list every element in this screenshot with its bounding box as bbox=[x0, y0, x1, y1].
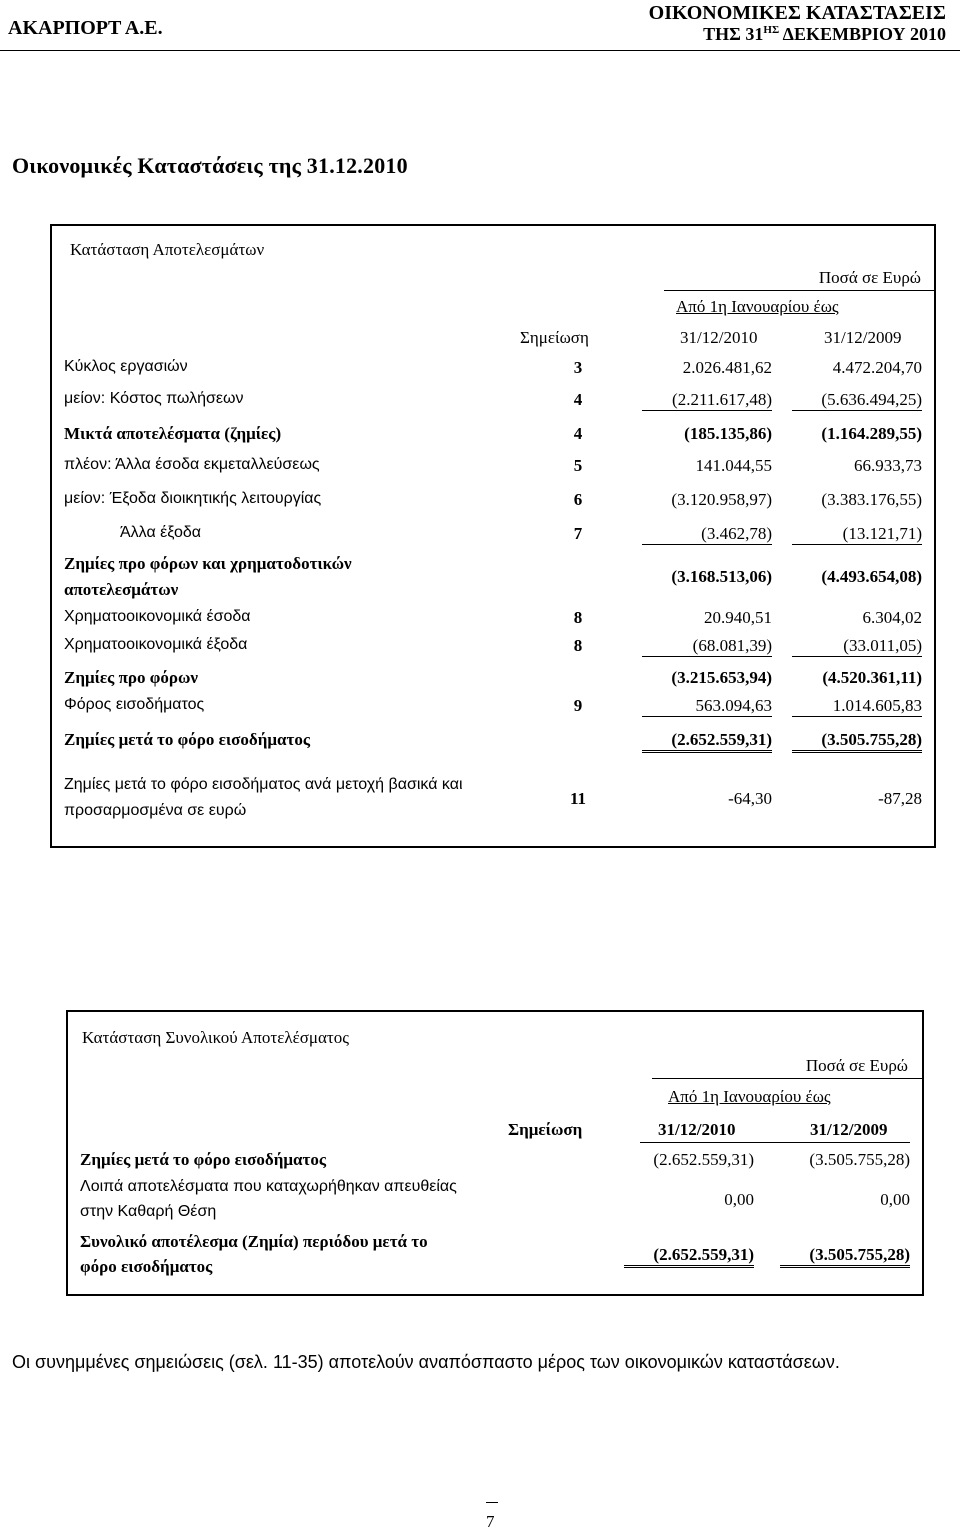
row-value-2009: (3.383.176,55) bbox=[821, 490, 922, 509]
row-value-2010: (3.120.958,97) bbox=[671, 490, 772, 509]
comprehensive-income-title: Κατάσταση Συνολικού Αποτελέσματος bbox=[82, 1028, 349, 1047]
row-note: 9 bbox=[573, 696, 583, 715]
company-name: ΑΚΑΡΠΟΡΤ Α.Ε. bbox=[8, 17, 163, 39]
row-value-2009: (5.636.494,25) bbox=[792, 390, 922, 411]
row-label: Ζημίες μετά το φόρο εισοδήματος ανά μετοχή βασικά και bbox=[64, 776, 463, 793]
row-value-2009: (3.505.755,28) bbox=[792, 730, 922, 753]
row-label: μείον: Κόστος πωλήσεων bbox=[64, 390, 244, 407]
row-label: Χρηματοοικονομικά έσοδα bbox=[64, 608, 251, 625]
row-value-2009: (1.164.289,55) bbox=[821, 424, 922, 443]
row-label: Άλλα έξοδα bbox=[120, 524, 202, 541]
row-value-2009: (4.520.361,11) bbox=[822, 668, 922, 687]
row-value-2009: (3.505.755,28) bbox=[780, 1245, 910, 1268]
row-value-2010: 2.026.481,62 bbox=[682, 358, 772, 377]
row-note: 4 bbox=[573, 424, 583, 443]
row-value-2010: (185.135,86) bbox=[684, 424, 772, 443]
note-header: Σημείωση bbox=[508, 1120, 583, 1139]
col2-header: 31/12/2009 bbox=[810, 1120, 888, 1139]
row-note: 5 bbox=[573, 456, 583, 475]
row-note: 7 bbox=[573, 524, 583, 543]
currency-label: Ποσά σε Ευρώ bbox=[805, 1056, 908, 1075]
row-label: Κύκλος εργασιών bbox=[64, 358, 188, 375]
row-value-2010: (2.211.617,48) bbox=[642, 390, 772, 411]
row-value-2010: 20.940,51 bbox=[704, 608, 772, 627]
col1-header: 31/12/2010 bbox=[658, 1120, 736, 1139]
row-label: Μικτά αποτελέσματα (ζημίες) bbox=[64, 424, 282, 443]
row-value-2010: 0,00 bbox=[724, 1190, 754, 1209]
row-label: Ζημίες μετά το φόρο εισοδήματος bbox=[80, 1150, 326, 1169]
row-value-2010: (2.652.559,31) bbox=[642, 730, 772, 753]
row-value-2009: (3.505.755,28) bbox=[809, 1150, 910, 1169]
col2-header: 31/12/2009 bbox=[824, 328, 902, 347]
row-value-2009: 6.304,02 bbox=[862, 608, 922, 627]
row-value-2010: (2.652.559,31) bbox=[624, 1245, 754, 1268]
row-label: Λοιπά αποτελέσματα που καταχωρήθηκαν απευθείας bbox=[80, 1178, 457, 1195]
row-value-2010: (68.081,39) bbox=[642, 636, 772, 657]
col1-header: 31/12/2010 bbox=[680, 328, 758, 347]
document-title: Οικονομικές Καταστάσεις της 31.12.2010 bbox=[12, 153, 408, 178]
row-label: Ζημίες μετά το φόρο εισοδήματος bbox=[64, 730, 310, 749]
note-header: Σημείωση bbox=[520, 328, 589, 347]
row-label: πλέον: Άλλα έσοδα εκμεταλλεύσεως bbox=[64, 456, 320, 473]
row-value-2009: (33.011,05) bbox=[792, 636, 922, 657]
row-label: Συνολικό αποτέλεσμα (Ζημία) περιόδου μετά το bbox=[80, 1232, 428, 1251]
row-label-line2: στην Καθαρή Θέση bbox=[80, 1203, 217, 1220]
row-note: 6 bbox=[573, 490, 583, 509]
row-value-2010: (3.215.653,94) bbox=[671, 668, 772, 687]
header-underline bbox=[640, 1142, 910, 1143]
row-label-line2: προσαρμοσμένα σε ευρώ bbox=[64, 802, 247, 819]
row-label-line2: φόρο εισοδήματος bbox=[80, 1257, 213, 1276]
row-note: 11 bbox=[569, 789, 587, 808]
row-value-2010: -64,30 bbox=[728, 789, 772, 808]
row-label: μείον: Έξοδα διοικητικής λειτουργίας bbox=[64, 490, 322, 507]
page-number-dash bbox=[486, 1502, 498, 1503]
page-number: 7 bbox=[486, 1512, 495, 1531]
currency-underline bbox=[664, 290, 936, 291]
row-value-2009: (13.121,71) bbox=[792, 524, 922, 545]
period-label: Από 1η Ιανουαρίου έως bbox=[676, 297, 839, 316]
row-value-2009: 1.014.605,83 bbox=[792, 696, 922, 717]
row-label: Χρηματοοικονομικά έξοδα bbox=[64, 636, 248, 653]
row-value-2010: (3.168.513,06) bbox=[671, 567, 772, 586]
row-value-2010: (3.462,78) bbox=[642, 524, 772, 545]
row-label-line2: αποτελεσμάτων bbox=[64, 580, 179, 599]
currency-underline bbox=[652, 1078, 924, 1079]
row-note: 8 bbox=[573, 636, 583, 655]
row-value-2009: 0,00 bbox=[880, 1190, 910, 1209]
row-note: 4 bbox=[573, 390, 583, 409]
row-label: Ζημίες προ φόρων και χρηματοδοτικών bbox=[64, 554, 352, 573]
row-value-2010: (2.652.559,31) bbox=[653, 1150, 754, 1169]
period-label: Από 1η Ιανουαρίου έως bbox=[668, 1087, 831, 1106]
row-value-2009: 4.472.204,70 bbox=[832, 358, 922, 377]
row-value-2010: 141.044,55 bbox=[695, 456, 772, 475]
row-value-2009: -87,28 bbox=[878, 789, 922, 808]
currency-label: Ποσά σε Ευρώ bbox=[818, 268, 921, 287]
row-value-2010: 563.094,63 bbox=[642, 696, 772, 717]
income-statement-title: Κατάσταση Αποτελεσμάτων bbox=[70, 240, 265, 259]
row-value-2009: (4.493.654,08) bbox=[821, 567, 922, 586]
row-note: 3 bbox=[573, 358, 583, 377]
row-value-2009: 66.933,73 bbox=[854, 456, 922, 475]
header-divider bbox=[0, 50, 960, 51]
row-label: Ζημίες προ φόρων bbox=[64, 668, 198, 687]
header-date: ΤΗΣ $31^{H\Sigma}$ ΔΕΚΕΜΒΡΙΟΥ 2010 bbox=[703, 24, 946, 44]
header-title: ΟΙΚΟΝΟΜΙΚΕΣ ΚΑΤΑΣΤΑΣΕΙΣ bbox=[648, 2, 946, 24]
row-note: 8 bbox=[573, 608, 583, 627]
row-label: Φόρος εισοδήματος bbox=[64, 696, 205, 713]
footer-note: Οι συνημμένες σημειώσεις (σελ. 11-35) αποτελούν αναπόσπαστο μέρος των οικονομικών καταστάσεων. bbox=[12, 1352, 840, 1372]
